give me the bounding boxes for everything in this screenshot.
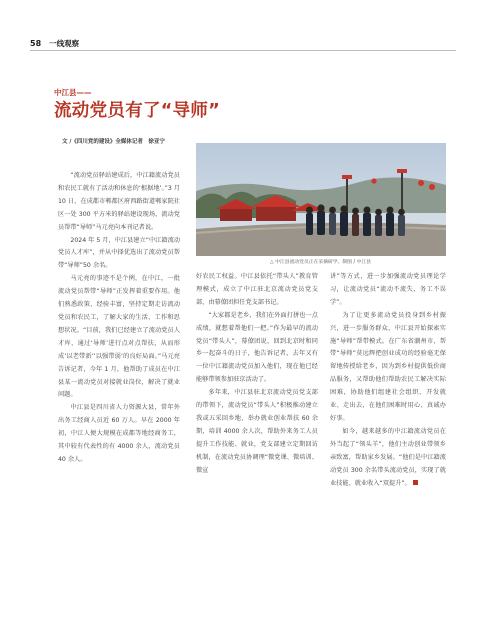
page-header xyxy=(30,38,79,49)
paragraph: 中江县是四川省人力资源大县，常年外出务工经商人员近 60 万人。早在 2000 年初，中江人便大规模在成都等地经商务工，其中较有代表性的有 4000 余人，流动党员 40 余人。 xyxy=(58,404,180,463)
paragraph: “流动党员驿站建成后，中江籍流动党员和农民工就有了活动和休息的‘根据地’。”3 月 10 日，在成都市郫都区府西路街道郫家院社区一处 300 平方米的驿站建设现场，流动党员帮带“导师”马元亮向本刊记者说。 xyxy=(58,172,180,231)
article-column-1 xyxy=(58,170,180,467)
photo-illustration xyxy=(196,143,446,256)
header-divider xyxy=(30,50,456,51)
paragraph: 好农民工权益。中江县依托“带头人”教育管理模式，成立了中江驻北京流动党员党支部，由幕僚团担任党支部书记。 xyxy=(196,273,318,306)
paragraph: 讲”等方式，进一步加强流动党员理论学习，让流动党员“流动不流失，务工不误学”。 xyxy=(330,273,446,306)
paragraph: 多年来，中江县驻北京流动党员党支部的带领下，流动党员“带头人”积极推动建立我或五采回乡地，举办就业创业帮扶 60 余期，培训 4000 余人次，帮助外来务工人员提升工作技能、就业，党支部建立定期回访机制，在流动党员协调理“微党课、微培训、微宣 xyxy=(196,389,318,474)
article-title: 流动党员有了“导师” xyxy=(54,101,221,121)
end-mark-icon xyxy=(413,480,418,485)
paragraph: 马元亮的事迹不是个例，在中江，一批流动党员帮带“导师”正发挥着重要作用。他们熟悉政策、经验丰富，坚持定期走访流动党员和农民工，了解大家的生活、工作和思想状况。“目前，我们已经建立了流动党员人才库，通过‘导师’进行点对点帮扶，从而形成‘以老带新’‘以强带弱’的良好局面。”马元亮告诉记者，今年 1 月，他帮助了成员在中江县某一流动党员对接就业岗位，解决了就业问题。 xyxy=(58,275,180,399)
article-byline: 文 /《四川党的建设》全媒体记者 徐亚宁 xyxy=(62,139,165,145)
article-column-2 xyxy=(196,271,318,478)
article-photo xyxy=(196,143,446,256)
page-number: 58 xyxy=(30,39,42,48)
paragraph: 2024 年 5 月，中江县建立“中江籍流动党员人才库”，并从中择优选出了流动党员帮带“导师”50 余名。 xyxy=(58,236,180,270)
paragraph-last xyxy=(330,426,446,491)
article-column-3 xyxy=(330,271,446,490)
paragraph: 为了让更多流动党员投身到乡村振兴，进一步服务群众，中江县开始探索实施“导师”帮带模式。在广东省潮州市，帮带“导师”莫远辉把创业成功的经验毫无保留地传授给老乡，因为到乡村提供低价商品服务，又帮助他们帮助农民工解决实际困难，协助他们组建社会组织、开发就业、走出去，在他们困难时用心、真诚办好事。 xyxy=(330,311,446,422)
section-label: 一线观察 xyxy=(49,39,80,48)
article-kicker: 中江县—— xyxy=(54,88,92,97)
paragraph-text: 如今，越来越多的中江籍流动党员在外当起了“领头羊”，他们主动创业带领乡亲致富，帮助家乡发展。“他们是中江籍流动党员 300 余名带头流动党员，实现了就业技能、就业收入“双提升”。 xyxy=(330,427,446,487)
paragraph: “大家都是老乡，我们在外面打拼也一点成绩，就想着帮他们一把。”作为最早的流动党员“带头人”，幕僚团说，回到北京时和同乡一起奋斗的日子，他告诉记者，去年又有一位中江籍流动党员加入他们，现在他已经能够带领参加驻京活动了。 xyxy=(196,311,318,384)
photo-caption: △ 中江县流动党员正在采摘研学。制图 / 中江县 xyxy=(270,260,372,265)
